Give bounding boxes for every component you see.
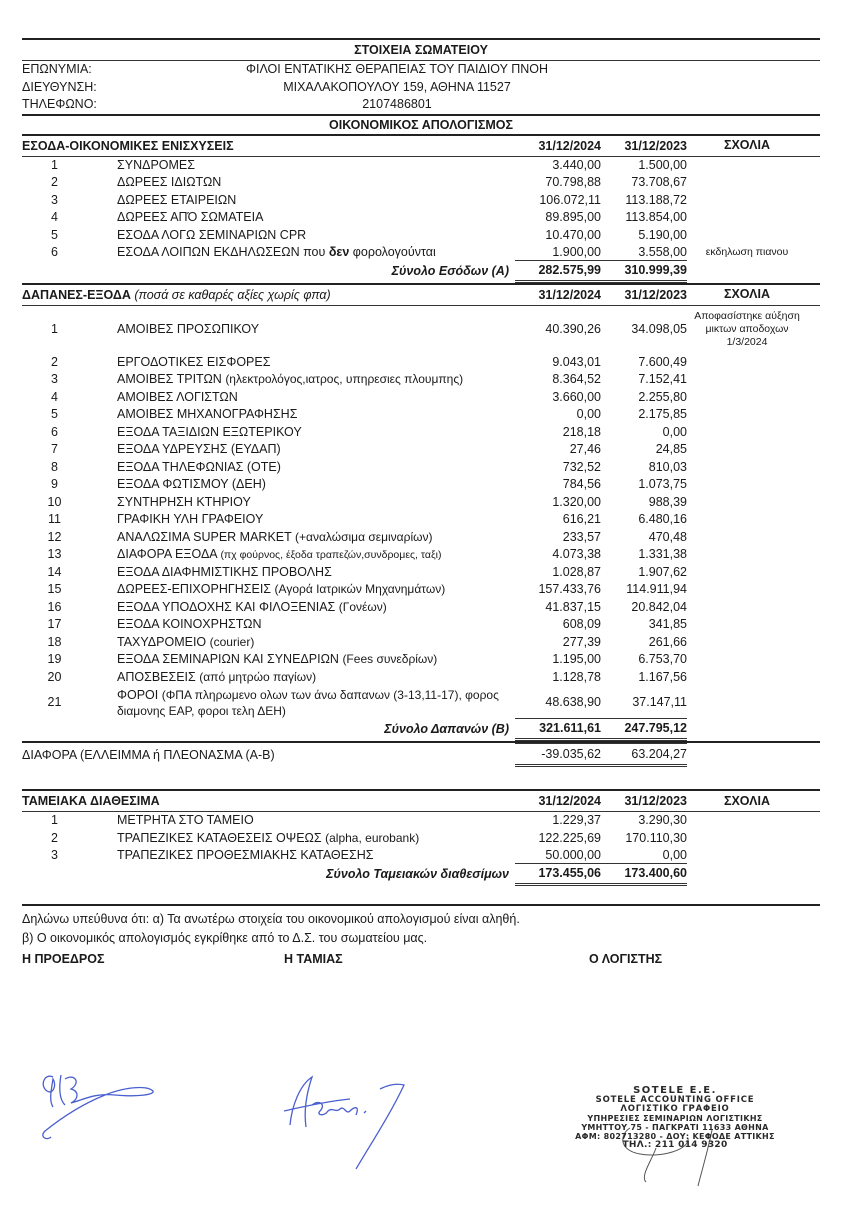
president-signature — [35, 1065, 165, 1150]
value-2023: 2.255,80 — [638, 389, 687, 404]
desc-text: ΑΜΟΙΒΕΣ ΜΗΧΑΝΟΓΡΑΦΗΣΗΣ — [117, 407, 298, 421]
value-2024: 1.900,00 — [552, 245, 601, 259]
info-row-name — [22, 61, 820, 79]
value-2024: 784,56 — [562, 477, 601, 491]
row-description — [117, 459, 515, 477]
value-2024: 50.000,00 — [545, 848, 601, 862]
value-2024: 1.229,37 — [552, 813, 601, 827]
value-2023: 7.600,49 — [638, 354, 687, 369]
row-number: 20 — [47, 669, 62, 684]
value-2024: 9.043,01 — [552, 354, 601, 369]
expenses-total-2023: 247.795,12 — [601, 718, 687, 741]
row-description — [117, 564, 515, 582]
income-row — [22, 227, 820, 245]
income-row — [22, 157, 820, 175]
expense-row — [22, 511, 820, 529]
row-number: 1 — [51, 813, 58, 827]
stamp-line: ΤΗΛ.: 211 014 9320 — [622, 1140, 728, 1150]
accountant-stamp — [560, 1085, 790, 1150]
expense-row — [22, 494, 820, 512]
divider — [22, 741, 820, 743]
row-description: ΣΥΝΔΡΟΜΕΣ — [117, 157, 195, 172]
cash-row — [22, 812, 820, 830]
value-2023: 37.147,11 — [632, 695, 687, 710]
row-number: 12 — [47, 529, 62, 544]
row-description — [117, 581, 515, 599]
row-description — [117, 830, 515, 848]
row-number: 8 — [51, 459, 58, 474]
expense-row — [22, 686, 820, 720]
cash-title: ΤΑΜΕΙΑΚΑ ΔΙΑΘΕΣΙΜΑ — [22, 794, 160, 808]
desc-detail: (πχ φούρνος, έξοδα τραπεζών,συνδρομες, ταξι) — [220, 548, 442, 561]
value-2024: 70.798,88 — [545, 175, 601, 189]
desc-text: ΕΞΟΔΑ ΤΑΞΙΔΙΩΝ ΕΞΩΤΕΡΙΚΟΥ — [117, 424, 302, 439]
value-2024: 218,18 — [562, 424, 601, 439]
row-description — [117, 244, 515, 262]
value-2023: 114.911,94 — [626, 582, 687, 596]
row-description — [117, 599, 515, 617]
difference-2023: 63.204,27 — [601, 743, 687, 767]
value-2023: 113.188,72 — [625, 192, 687, 207]
stamp-line: SOTELE ACCOUNTING OFFICE — [595, 1095, 755, 1105]
row-description: ΔΩΡΕΕΣ ΙΔΙΩΤΩΝ — [117, 175, 222, 189]
value-2023: 1.907,62 — [638, 564, 687, 579]
row-number: 17 — [47, 617, 62, 631]
expense-row — [22, 634, 820, 652]
expense-row — [22, 476, 820, 494]
value-2023: 0,00 — [662, 848, 687, 862]
row-description — [117, 424, 515, 442]
desc-text: ΔΙΑΦΟΡΑ ΕΞΟΔΑ — [117, 546, 217, 561]
desc-text: ΤΡΑΠΕΖΙΚΕΣ ΠΡΟΘΕΣΜΙΑΚΗΣ ΚΑΤΑΘΕΣΗΣ — [117, 848, 374, 862]
difference-label: ΔΙΑΦΟΡΑ (ΕΛΛΕΙΜΜΑ ή ΠΛΕΟΝΑΣΜΑ (Α-Β) — [22, 748, 275, 762]
cash-total-2023: 173.400,60 — [601, 863, 687, 886]
desc-text: ΕΞΟΔΑ ΣΕΜΙΝΑΡΙΩΝ ΚΑΙ ΣΥΝΕΔΡΙΩΝ — [117, 652, 339, 666]
value-2023: 34.098,05 — [631, 321, 687, 336]
value-2023: 810,03 — [648, 459, 687, 474]
value-2024: 122.225,69 — [538, 830, 601, 845]
value-2024: 10.470,00 — [545, 227, 601, 242]
value-2023: 2.175,85 — [638, 407, 687, 421]
desc-text: ΕΞΟΔΑ ΦΩΤΙΣΜΟΥ (ΔΕΗ) — [117, 477, 266, 491]
row-description — [117, 669, 515, 687]
stamp-line: SOTELE E.E. — [633, 1085, 717, 1096]
row-number: 16 — [47, 599, 62, 614]
declaration-line-2: β) Ο οικονομικός απολογισμός εγκρίθηκε από το Δ.Σ. του σωματείου μας. — [22, 930, 428, 945]
desc-bold: δεν — [328, 245, 350, 259]
row-number: 9 — [51, 477, 58, 491]
row-description — [117, 494, 515, 512]
cash-total-label: Σύνολο Ταμειακών διαθεσίμων — [326, 866, 509, 881]
club-section-title: ΣΤΟΙΧΕΙΑ ΣΩΜΑΤΕΙΟΥ — [354, 43, 488, 57]
row-number: 13 — [47, 547, 62, 561]
row-description — [117, 389, 515, 407]
value-2023: 73.708,67 — [631, 175, 687, 189]
col-notes-header: ΣΧΟΛΙΑ — [723, 287, 771, 301]
desc-text: ΤΑΧΥΔΡΟΜΕΙΟ — [117, 634, 207, 649]
value-2023: 113.854,00 — [625, 210, 687, 224]
income-total-2023: 310.999,39 — [601, 260, 687, 283]
value-2023: 1.167,56 — [638, 669, 687, 684]
expenses-total-2024: 321.611,61 — [515, 718, 601, 741]
value-2024: 616,21 — [562, 512, 601, 526]
value-2024: 1.028,87 — [552, 564, 601, 579]
col-notes-header: ΣΧΟΛΙΑ — [723, 793, 771, 808]
income-total-2024: 282.575,99 — [515, 260, 601, 283]
row-number: 2 — [51, 175, 58, 189]
value-2024: 41.837,15 — [545, 599, 601, 614]
row-description — [117, 354, 515, 372]
desc-text: ΜΕΤΡΗΤΑ ΣΤΟ ΤΑΜΕΙΟ — [117, 813, 254, 827]
desc-text: ΦΟΡΟΙ — [117, 688, 159, 702]
desc-text: ΕΞΟΔΑ ΔΙΑΦΗΜΙΣΤΙΚΗΣ ΠΡΟΒΟΛΗΣ — [117, 564, 332, 579]
accountant-label: Ο ΛΟΓΙΣΤΗΣ — [589, 951, 663, 966]
value-2023: 24,85 — [655, 442, 687, 456]
value-2024: 8.364,52 — [552, 372, 601, 386]
expense-row — [22, 406, 820, 424]
row-number: 18 — [47, 634, 62, 649]
row-description — [117, 546, 515, 565]
value-2024: 27,46 — [569, 442, 601, 456]
row-number: 15 — [47, 582, 62, 596]
expense-row — [22, 581, 820, 599]
row-number: 5 — [51, 227, 58, 242]
divider — [22, 904, 820, 906]
desc-text: ΑΝΑΛΩΣΙΜΑ SUPER MARKET — [117, 529, 292, 544]
row-description — [117, 651, 515, 669]
row-description — [117, 847, 515, 865]
value-2024: 0,00 — [576, 407, 601, 421]
row-number: 3 — [51, 372, 58, 386]
expense-row — [22, 599, 820, 617]
info-label: ΔΙΕΥΘΥΝΣΗ: — [22, 79, 97, 94]
expense-row — [22, 441, 820, 459]
row-description: ΔΩΡΕΕΣ ΕΤΑΙΡΕΙΩΝ — [117, 192, 237, 207]
income-row — [22, 192, 820, 210]
value-2023: 6.480,16 — [638, 512, 687, 526]
value-2023: 20.842,04 — [631, 599, 687, 614]
value-2024: 233,57 — [562, 529, 601, 544]
income-header — [22, 136, 820, 156]
value-2023: 1.500,00 — [638, 157, 687, 172]
desc-text: ΑΜΟΙΒΕΣ ΤΡΙΤΩΝ — [117, 372, 222, 386]
info-value: ΦΙΛΟΙ ΕΝΤΑΤΙΚΗΣ ΘΕΡΑΠΕΙΑΣ ΤΟΥ ΠΑΙΔΙΟΥ ΠΝΟΗ — [246, 62, 548, 76]
col-2024-header: 31/12/2024 — [538, 287, 601, 302]
cash-rows — [22, 812, 820, 865]
value-2024: 4.073,38 — [552, 547, 601, 561]
value-2023: 261,66 — [648, 634, 687, 649]
row-number: 4 — [51, 210, 58, 224]
row-number: 5 — [51, 407, 58, 421]
desc-detail: (από μητρώο παγίων) — [199, 669, 317, 684]
desc-text: ΓΡΑΦΙΚΗ ΥΛΗ ΓΡΑΦΕΙΟΥ — [117, 512, 264, 526]
expenses-header — [22, 285, 820, 305]
cash-total-2024: 173.455,06 — [515, 863, 601, 886]
desc-text: ΑΜΟΙΒΕΣ ΠΡΟΣΩΠΙΚΟΥ — [117, 321, 260, 336]
value-2024: 277,39 — [562, 634, 601, 649]
declaration-line-1: Δηλώνω υπεύθυνα ότι: α) Τα ανωτέρω στοιχεία του οικονομικού απολογισμού είναι αληθή. — [22, 911, 520, 926]
value-2024: 1.195,00 — [552, 652, 601, 666]
value-2024: 40.390,26 — [545, 321, 601, 336]
row-description — [117, 406, 515, 424]
value-2024: 732,52 — [562, 459, 601, 474]
expense-row — [22, 389, 820, 407]
value-2024: 3.660,00 — [552, 389, 601, 404]
row-number: 1 — [51, 157, 58, 172]
expense-row — [22, 669, 820, 687]
desc-text: φορολογούνται — [349, 245, 436, 259]
stamp-line: ΥΜΗΤΤΟΥ 75 - ΠΑΓΚΡΑΤΙ 11633 ΑΘΗΝΑ — [581, 1123, 769, 1132]
row-number: 4 — [51, 389, 58, 404]
expense-row — [22, 564, 820, 582]
info-value: 2107486801 — [362, 97, 432, 111]
expenses-total-row — [22, 720, 820, 739]
desc-detail: (Fees συνεδρίων) — [342, 652, 438, 666]
cash-row — [22, 847, 820, 865]
desc-text: ΑΠΟΣΒΕΣΕΙΣ — [117, 669, 196, 684]
value-2024: 1.320,00 — [552, 494, 601, 509]
cash-row — [22, 830, 820, 848]
col-2023-header: 31/12/2023 — [624, 287, 687, 302]
value-2023: 170.110,30 — [625, 830, 687, 845]
row-number: 10 — [47, 494, 62, 509]
col-2024-header: 31/12/2024 — [538, 794, 601, 808]
row-description — [117, 812, 515, 830]
row-description — [117, 371, 515, 389]
value-2024: 608,09 — [562, 617, 601, 631]
value-2023: 1.331,38 — [638, 547, 687, 561]
info-label: ΕΠΩΝΥΜΙΑ: — [22, 62, 92, 76]
row-number: 11 — [48, 512, 61, 526]
treasurer-signature — [280, 1065, 430, 1175]
expense-row — [22, 616, 820, 634]
desc-detail: (Αγορά Ιατρικών Μηχανημάτων) — [274, 582, 446, 596]
report-title: ΟΙΚΟΝΟΜΙΚΟΣ ΑΠΟΛΟΓΙΣΜΟΣ — [329, 117, 513, 132]
expense-row — [22, 371, 820, 389]
desc-text: ΣΥΝΤΗΡΗΣΗ ΚΤΗΡΙΟΥ — [117, 494, 251, 509]
desc-text: ΑΜΟΙΒΕΣ ΛΟΓΙΣΤΩΝ — [117, 389, 238, 404]
expense-row — [22, 424, 820, 442]
col-notes-header: ΣΧΟΛΙΑ — [723, 138, 771, 152]
desc-detail: (Γονέων) — [338, 599, 387, 614]
value-2023: 6.753,70 — [638, 652, 687, 666]
row-description — [117, 687, 515, 719]
financial-report-page — [22, 38, 820, 966]
desc-text: ΕΡΓΟΔΟΤΙΚΕΣ ΕΙΣΦΟΡΕΣ — [117, 354, 271, 369]
income-row — [22, 244, 820, 262]
row-number: 2 — [51, 830, 58, 845]
row-description — [117, 529, 515, 547]
desc-text: ΕΞΟΔΑ ΥΔΡΕΥΣΗΣ (ΕΥΔΑΠ) — [117, 442, 281, 456]
col-2023-header: 31/12/2023 — [624, 794, 687, 808]
info-value: ΜΙΧΑΛΑΚΟΠΟΥΛΟΥ 159, ΑΘΗΝΑ 11527 — [283, 79, 511, 94]
stamp-line: ΛΟΓΙΣΤΙΚΟ ΓΡΑΦΕΙΟ — [620, 1104, 730, 1114]
expense-rows — [22, 306, 820, 721]
income-total-label: Σύνολο Εσόδων (Α) — [391, 263, 509, 278]
row-description — [117, 476, 515, 494]
desc-text: ΕΞΟΔΑ ΚΟΙΝΟΧΡΗΣΤΩΝ — [117, 617, 262, 631]
value-2024: 157.433,76 — [538, 582, 601, 596]
stamp-line: ΑΦΜ: 802713280 - ΔΟΥ: ΚΕΦΟΔΕ ΑΤΤΙΚΗΣ — [575, 1132, 775, 1141]
president-label: Η ΠΡΟΕΔΡΟΣ — [22, 951, 105, 966]
info-row-address — [22, 79, 820, 97]
expenses-total-label: Σύνολο Δαπανών (Β) — [384, 722, 509, 736]
row-description: ΔΩΡΕΕΣ ΑΠΌ ΣΩΜΑΤΕΙΑ — [117, 210, 264, 224]
value-2023: 988,39 — [648, 494, 687, 509]
income-title: ΕΣΟΔΑ-ΟΙΚΟΝΟΜΙΚΕΣ ΕΝΙΣΧΥΣΕΙΣ — [22, 138, 234, 153]
row-number: 3 — [51, 192, 58, 207]
row-note: εκδηλωση πιανου — [705, 246, 789, 259]
row-number: 21 — [47, 695, 62, 710]
cash-total-row — [22, 865, 820, 884]
income-row — [22, 209, 820, 227]
desc-detail: (+αναλώσιμα σεμιναρίων) — [295, 529, 433, 544]
value-2023: 341,85 — [648, 617, 687, 631]
expense-row — [22, 651, 820, 669]
expense-row — [22, 459, 820, 477]
difference-2024: -39.035,62 — [515, 743, 601, 767]
desc-detail: (ΦΠΑ πληρωμενο ολων των άνω δαπανων (3-13,11-17), φορος διαμονης ΕΑΡ, φοροι τελη ΔΕΗ) — [117, 688, 499, 718]
stamp-line: ΥΠΗΡΕΣΙΕΣ ΣΕΜΙΝΑΡΙΩΝ ΛΟΓΙΣΤΙΚΗΣ — [587, 1114, 763, 1123]
row-number: 6 — [51, 424, 58, 439]
expenses-title-text: ΔΑΠΑΝΕΣ-ΕΞΟΔΑ — [22, 287, 131, 302]
value-2023: 7.152,41 — [638, 372, 687, 386]
expense-row — [22, 306, 820, 354]
value-2023: 1.073,75 — [638, 477, 687, 491]
value-2023: 5.190,00 — [638, 227, 687, 242]
desc-text: ΤΡΑΠΕΖΙΚΕΣ ΚΑΤΑΘΕΣΕΙΣ ΟΨΕΩΣ — [117, 830, 322, 845]
row-number: 6 — [51, 245, 58, 259]
desc-detail: (courier) — [209, 634, 255, 649]
income-total-row — [22, 262, 820, 281]
row-description — [117, 321, 515, 339]
info-row-phone — [22, 96, 820, 114]
cash-header — [22, 791, 820, 811]
row-description — [117, 511, 515, 529]
expense-row — [22, 546, 820, 564]
desc-text: ΕΞΟΔΑ ΥΠΟΔΟΧΗΣ ΚΑΙ ΦΙΛΟΞΕΝΙΑΣ — [117, 599, 336, 614]
row-description — [117, 616, 515, 634]
row-number: 3 — [51, 848, 58, 862]
expenses-title — [22, 285, 515, 305]
row-number: 2 — [51, 354, 58, 369]
desc-detail: (ηλεκτρολόγος,ιατρος, υπηρεσιες πλουμπης) — [225, 372, 464, 386]
signatories — [22, 952, 820, 966]
col-2023-header: 31/12/2023 — [624, 138, 687, 153]
income-row — [22, 174, 820, 192]
row-number: 19 — [47, 652, 62, 666]
row-description — [117, 634, 515, 652]
row-number: 7 — [51, 442, 58, 456]
desc-detail: (alpha, eurobank) — [325, 830, 420, 845]
income-rows — [22, 157, 820, 262]
desc-text: ΕΣΟΔΑ ΛΟΙΠΩΝ ΕΚΔΗΛΩΣΕΩΝ που — [117, 245, 329, 259]
value-2024: 1.128,78 — [552, 669, 601, 684]
value-2024: 89.895,00 — [545, 210, 601, 224]
difference-row — [22, 745, 820, 765]
row-number: 14 — [47, 564, 62, 579]
info-label: ΤΗΛΕΦΩΝΟ: — [22, 97, 97, 111]
value-2023: 3.558,00 — [638, 245, 687, 259]
row-description: ΕΣΟΔΑ ΛΟΓΩ ΣΕΜΙΝΑΡΙΩΝ CPR — [117, 227, 307, 242]
desc-text: ΔΩΡΕΕΣ-ΕΠΙΧΟΡΗΓΗΣΕΙΣ — [117, 582, 272, 596]
row-note: Αποφασίστηκε αύξηση μικτων αποδοχων 1/3/2024 — [694, 310, 800, 348]
value-2023: 3.290,30 — [638, 813, 687, 827]
value-2024: 3.440,00 — [552, 157, 601, 172]
col-2024-header: 31/12/2024 — [538, 138, 601, 153]
row-number: 1 — [51, 321, 58, 336]
expense-row — [22, 354, 820, 372]
value-2023: 0,00 — [662, 424, 687, 439]
expenses-subtitle: (ποσά σε καθαρές αξίες χωρίς φπα) — [134, 287, 331, 302]
value-2024: 48.638,90 — [545, 695, 601, 710]
treasurer-label: Η ΤΑΜΙΑΣ — [284, 951, 343, 966]
value-2024: 106.072,11 — [539, 192, 601, 207]
row-description — [117, 441, 515, 459]
value-2023: 470,48 — [648, 529, 687, 544]
expense-row — [22, 529, 820, 547]
desc-text: ΕΞΟΔΑ ΤΗΛΕΦΩΝΙΑΣ (ΟΤΕ) — [117, 459, 281, 474]
